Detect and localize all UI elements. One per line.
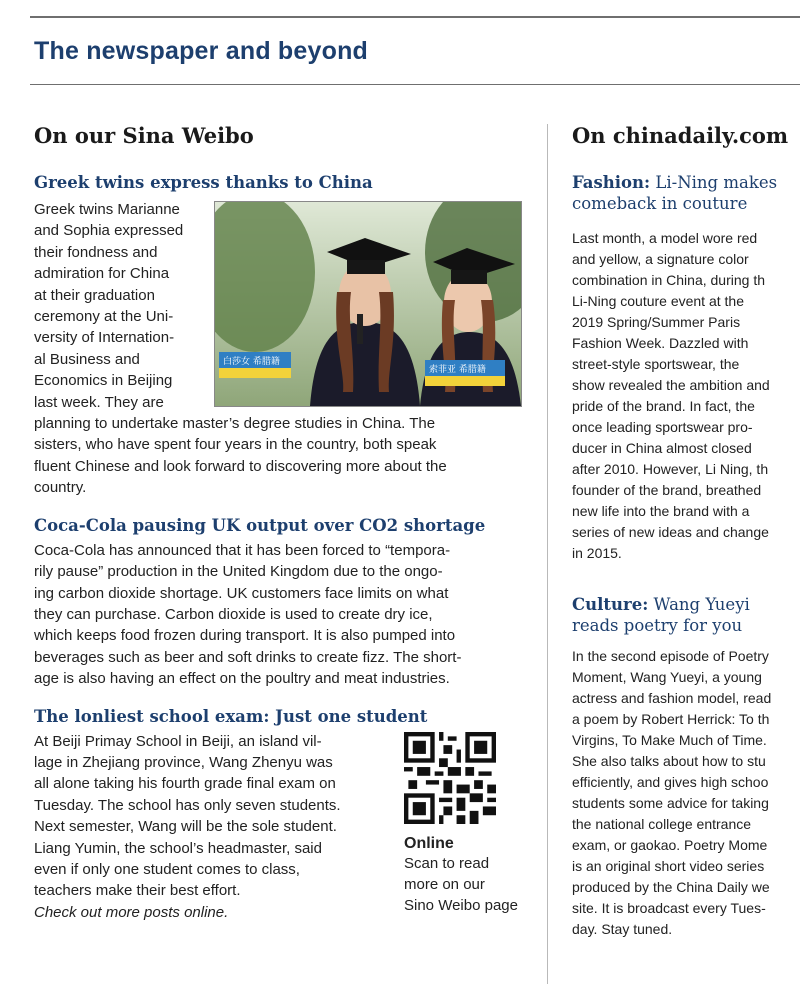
body-line: Liang Yumin, the school’s headmaster, said — [34, 839, 322, 857]
headline-fashion-line2[interactable] — [572, 193, 800, 214]
headline-text: reads poetry for you — [572, 616, 743, 635]
headline-fashion[interactable] — [572, 172, 800, 193]
body-line: ing carbon dioxide shortage. UK customers face limits on what — [34, 584, 449, 602]
body-line: Economics in Beijing — [34, 372, 173, 390]
body-line: al Business and — [34, 350, 140, 368]
body-line: Virgins, To Make Much of Time. — [572, 732, 767, 748]
body-line: Fashion Week. Dazzled with — [572, 335, 749, 351]
body-line: Li-Ning couture event at the — [572, 293, 744, 309]
body-line: produced by the China Daily we — [572, 879, 770, 895]
headline-text: Wang Yueyi — [653, 595, 750, 614]
article-body — [572, 228, 800, 564]
body-line: actress and fashion model, read — [572, 690, 772, 706]
weibo-column — [34, 172, 522, 923]
scan-line: Sino Weibo page — [404, 896, 518, 914]
caption-left: 白莎女 希腊籍 — [223, 357, 280, 367]
article-coca-cola — [34, 515, 522, 690]
check-out-link[interactable]: Check out more posts online. — [34, 903, 229, 921]
body-line: at their graduation — [34, 286, 155, 304]
chinadaily-column — [572, 172, 800, 940]
graduation-photo — [214, 201, 522, 407]
body-line: pride of the brand. In fact, the — [572, 398, 755, 414]
body-line: a poem by Robert Herrick: To th — [572, 711, 770, 727]
body-line: is an original short video series — [572, 858, 765, 874]
headline-text: comeback in couture — [572, 194, 748, 213]
body-line: Coca-Cola has announced that it has been forced to “tempora- — [34, 541, 451, 559]
body-line: after 2010. However, Li Ning, th — [572, 461, 769, 477]
scan-line: more on our — [404, 875, 485, 893]
online-box — [404, 732, 534, 916]
column-divider — [547, 124, 548, 984]
headline-lonliest-exam[interactable]: The lonliest school exam: Just one student — [34, 706, 428, 726]
body-line: fluent Chinese and look forward to discovering more about the — [34, 457, 447, 475]
article-culture — [572, 594, 800, 940]
article-body — [34, 199, 522, 499]
headline-culture[interactable] — [572, 594, 800, 615]
weibo-heading: On our Sina Weibo — [34, 123, 254, 148]
article-fashion — [572, 172, 800, 564]
body-line: age is also having an effect on the poultry and meat industries. — [34, 670, 450, 688]
article-body — [34, 540, 522, 690]
body-line: country. — [34, 479, 87, 497]
graduation-photo-illustration — [215, 202, 521, 406]
body-line: site. It is broadcast every Tues- — [572, 900, 766, 916]
body-line: beverages such as beer and soft drinks to create fizz. The short- — [34, 648, 462, 666]
body-line: Tuesday. The school has only seven students. — [34, 796, 341, 814]
online-label: Online — [404, 834, 454, 852]
body-line: they can purchase. Carbon dioxide is used to create dry ice, — [34, 605, 433, 623]
article-lonliest-exam — [34, 706, 522, 924]
body-line: 2019 Spring/Summer Paris — [572, 314, 741, 330]
body-line: last week. They are — [34, 393, 164, 411]
body-line: She also talks about how to stu — [572, 753, 766, 769]
scan-text — [404, 853, 534, 916]
body-line: all alone taking his fourth grade final exam on — [34, 775, 336, 793]
section-title: The newspaper and beyond — [34, 37, 369, 65]
body-line: in 2015. — [572, 545, 622, 561]
below-photo-lines — [34, 413, 522, 499]
qr-code-icon[interactable] — [404, 732, 496, 824]
article-greek-twins — [34, 172, 522, 499]
scan-line: Scan to read — [404, 854, 490, 872]
body-line: ducer in China almost closed — [572, 440, 752, 456]
top-rule — [30, 16, 800, 18]
body-line: planning to undertake master’s degree studies in China. The — [34, 415, 436, 433]
body-line: which keeps food frozen during transport. It is also pumped into — [34, 627, 456, 645]
body-line: At Beiji Primay School in Beiji, an island vil- — [34, 732, 322, 750]
category-label: Fashion: — [572, 173, 651, 192]
body-line: admiration for China — [34, 265, 170, 283]
body-line: combination in China, during th — [572, 272, 766, 288]
body-line: Greek twins Marianne — [34, 201, 180, 218]
body-line: lage in Zhejiang province, Wang Zhenyu was — [34, 753, 333, 771]
body-line: new life into the brand with a — [572, 503, 750, 519]
category-label: Culture: — [572, 595, 649, 614]
caption-right: 索菲亚 希腊籍 — [429, 365, 486, 375]
headline-text: Li-Ning makes — [655, 173, 778, 192]
body-line: series of new ideas and change — [572, 524, 769, 540]
body-line: versity of Internation- — [34, 329, 175, 347]
body-line: day. Stay tuned. — [572, 921, 673, 937]
headline-culture-line2[interactable] — [572, 615, 800, 636]
body-line: exam, or gaokao. Poetry Mome — [572, 837, 768, 853]
body-line: once leading sportswear pro- — [572, 419, 753, 435]
article-body — [572, 646, 800, 940]
body-line: and Sophia expressed — [34, 222, 184, 240]
body-line: rily pause” production in the United Kingdom due to the ongo- — [34, 563, 443, 581]
body-line: teachers make their best effort. — [34, 882, 241, 900]
body-line: the national college entrance — [572, 816, 752, 832]
headline-greek-twins[interactable]: Greek twins express thanks to China — [34, 173, 373, 192]
body-line: and yellow, a signature color — [572, 251, 749, 267]
body-line: their fondness and — [34, 243, 158, 261]
body-line: show revealed the ambition and — [572, 377, 770, 393]
body-line: Moment, Wang Yueyi, a young — [572, 669, 762, 685]
body-line: Last month, a model wore red — [572, 230, 758, 246]
section-rule — [30, 84, 800, 85]
body-line: In the second episode of Poetry — [572, 648, 769, 664]
body-line: students some advice for taking — [572, 795, 769, 811]
chinadaily-heading: On chinadaily.com — [572, 123, 789, 148]
body-line: sisters, who have spent four years in the country, both speak — [34, 436, 437, 454]
body-line: street-style sportswear, the — [572, 356, 740, 372]
body-line: ceremony at the Uni- — [34, 308, 174, 326]
headline-coca-cola[interactable]: Coca-Cola pausing UK output over CO2 shortage — [34, 515, 486, 535]
body-line: efficiently, and gives high schoo — [572, 774, 769, 790]
body-line: even if only one student comes to class, — [34, 860, 300, 878]
body-line: Next semester, Wang will be the sole student. — [34, 818, 337, 836]
body-line: founder of the brand, breathed — [572, 482, 762, 498]
